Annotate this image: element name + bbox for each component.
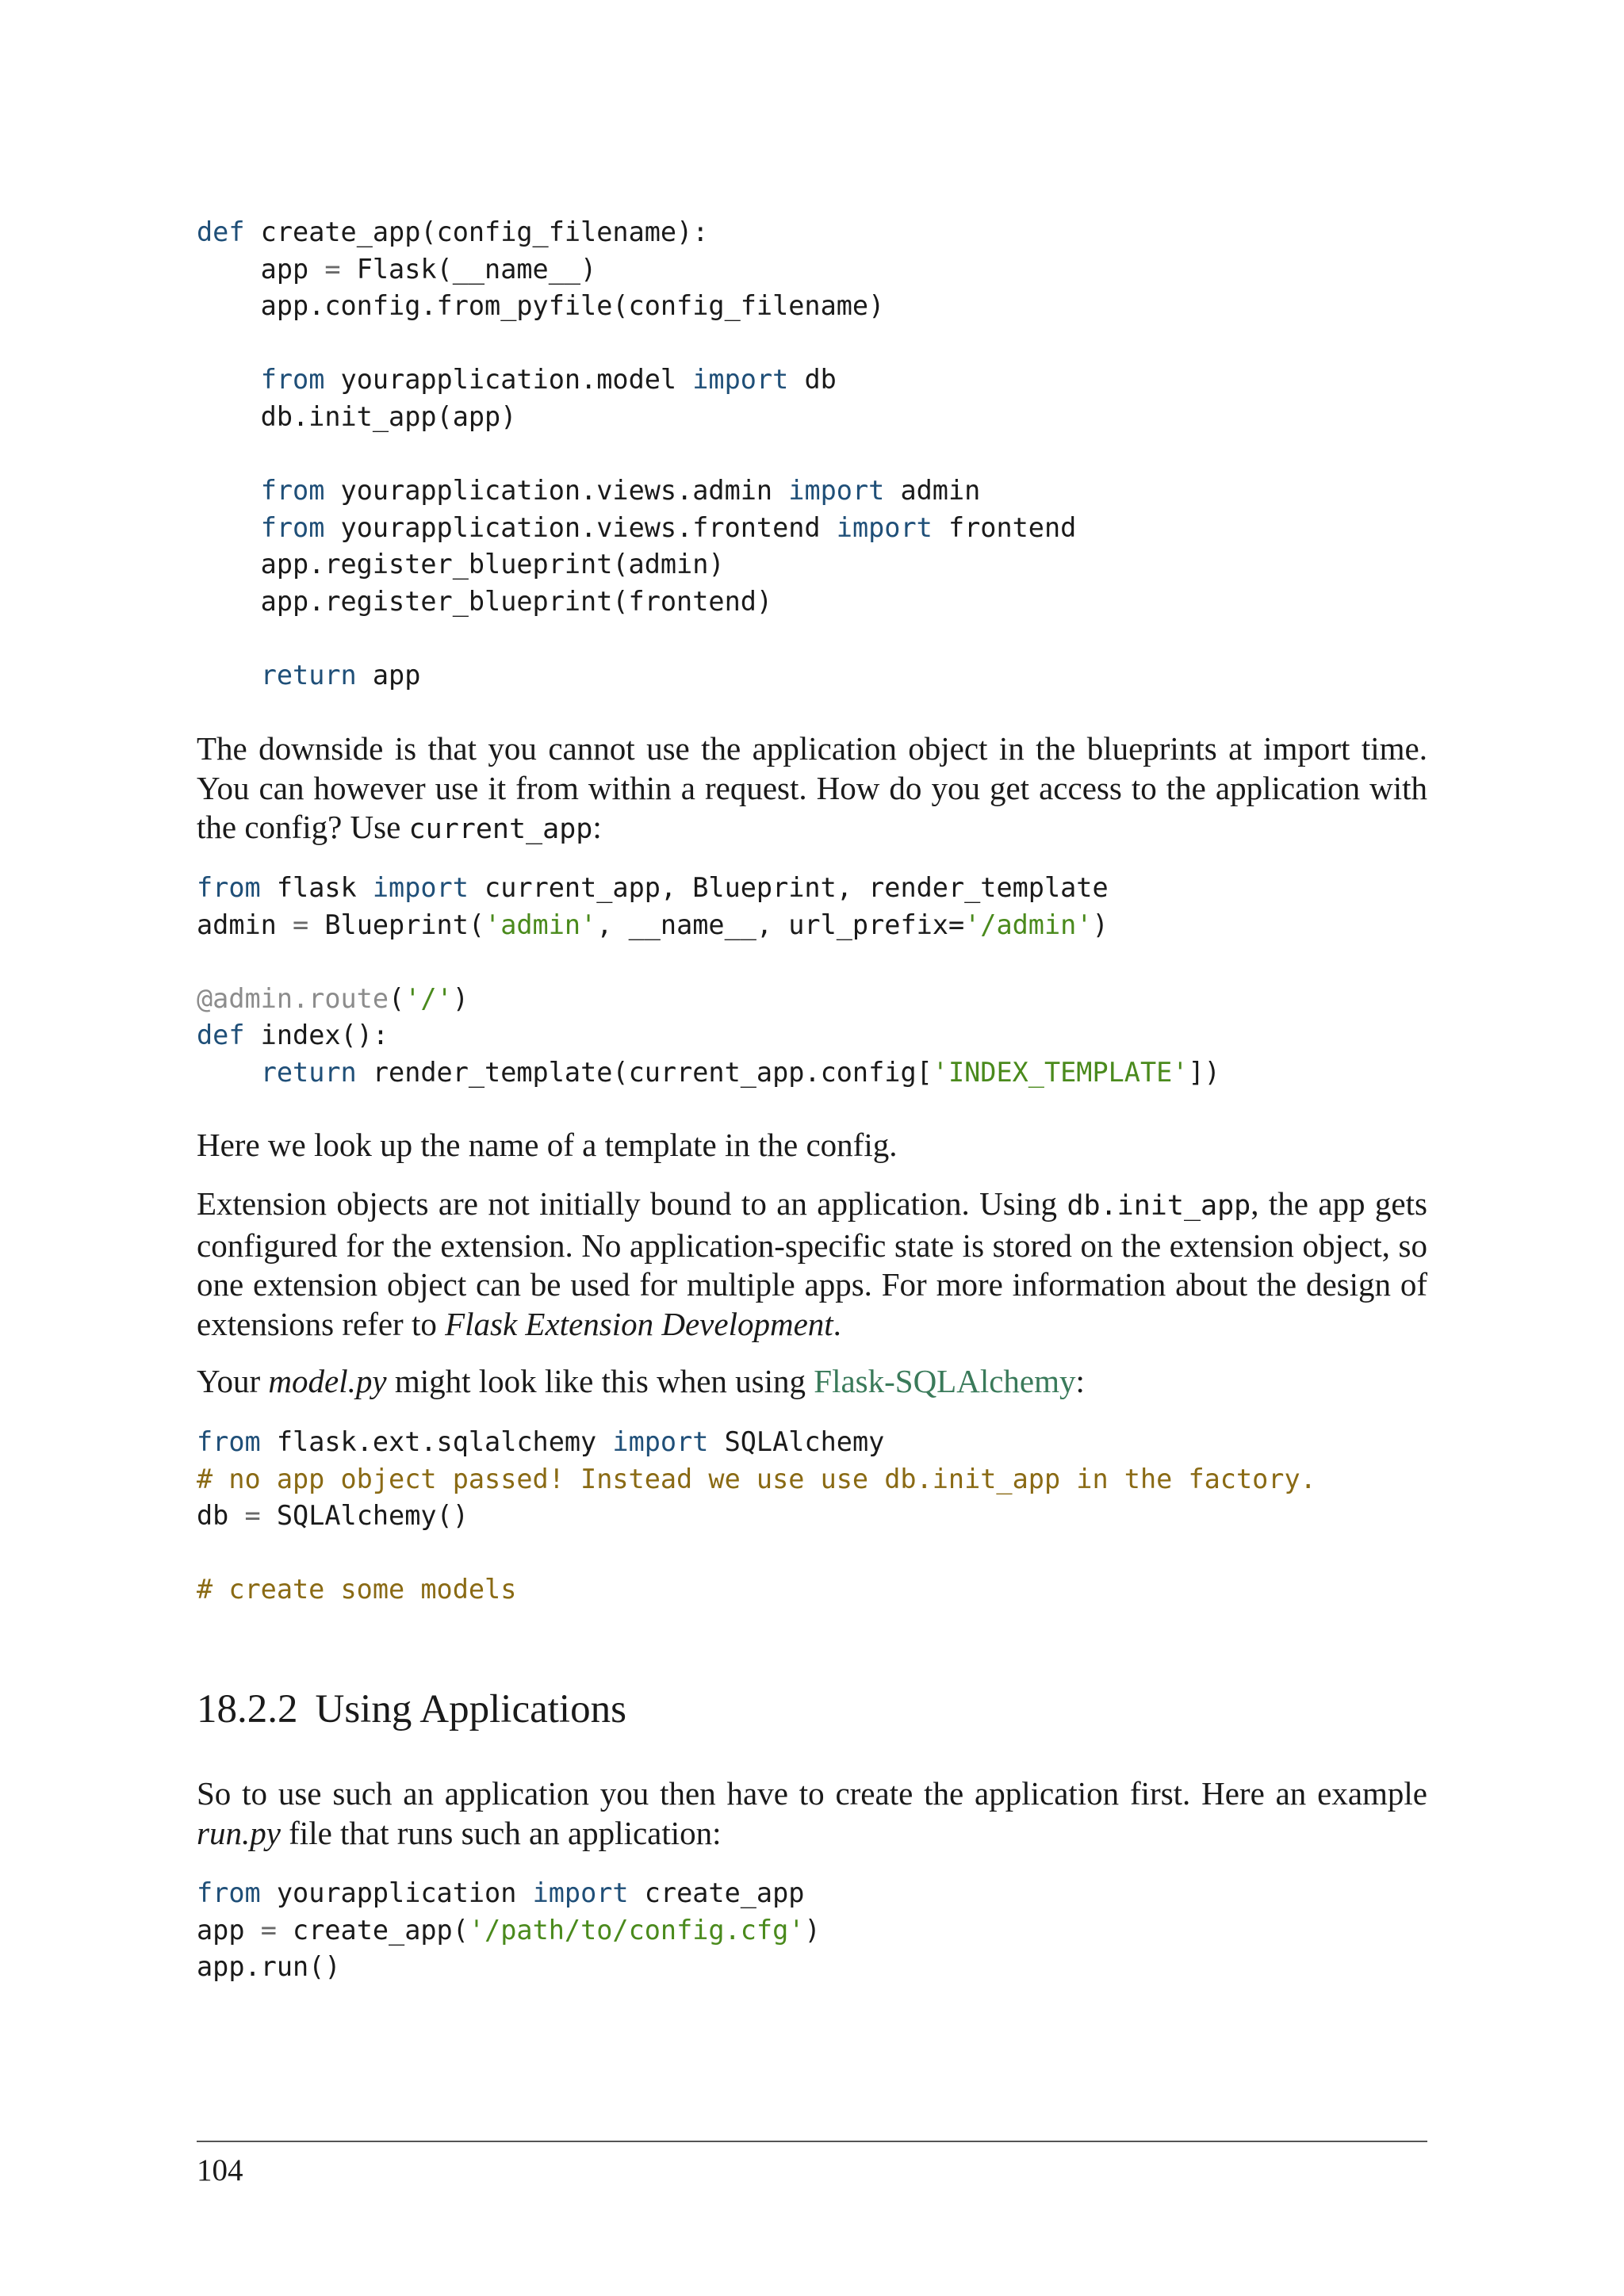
link-flask-sqlalchemy[interactable]: Flask-SQLAlchemy (814, 1363, 1076, 1399)
code-token: app.register_blueprint(admin) (197, 549, 725, 580)
emphasis: Flask Extension Development (445, 1305, 833, 1342)
code-token-kw: from (260, 364, 325, 396)
code-block-sqlalchemy (197, 1424, 1316, 1609)
code-token-str: '/path/to/config.cfg' (468, 1914, 805, 1946)
paragraph-using-applications (197, 1774, 1427, 1853)
page-number: 104 (197, 2153, 243, 2187)
code-token-kw: import (372, 872, 469, 903)
section-heading (197, 1686, 626, 1733)
code-token: create_app (628, 1877, 805, 1908)
code-token: ) (452, 982, 469, 1014)
code-token-kw: from (197, 1426, 261, 1457)
code-token-kw: import (788, 475, 885, 507)
code-token-str: 'admin' (485, 909, 597, 940)
code-line (197, 1877, 804, 1908)
code-token: SQLAlchemy() (260, 1500, 469, 1532)
code-token: app.config.from_pyfile(config_filename) (197, 290, 885, 322)
code-token-op: = (244, 1500, 261, 1532)
code-token-op: = (324, 253, 341, 285)
text-run: might look like this when using (386, 1363, 814, 1399)
code-line (197, 512, 1076, 543)
code-token-kw: return (260, 660, 357, 691)
emphasis: run.py (197, 1814, 281, 1851)
text-run: So to use such an application you then have to create the application first. Here an example (197, 1775, 1427, 1812)
code-token: yourapplication.model (324, 364, 693, 396)
code-line (197, 872, 1109, 903)
code-token-kw: return (260, 1056, 357, 1088)
code-token: app (197, 253, 325, 285)
code-token-kw: import (612, 1426, 709, 1457)
code-block-blueprint (197, 870, 1220, 1092)
paragraph-model-py (197, 1362, 1427, 1402)
code-token: Blueprint( (308, 909, 485, 940)
text-run: . (833, 1305, 841, 1342)
code-line (197, 983, 469, 1014)
code-line (197, 660, 420, 691)
code-token: flask (260, 872, 373, 903)
code-token: yourapplication.views.admin (324, 475, 789, 507)
paragraph-extension-objects (197, 1184, 1427, 1344)
code-line (197, 909, 1109, 940)
code-token: render_template(current_app.config[ (356, 1056, 933, 1088)
code-token-str: 'INDEX_TEMPLATE' (932, 1056, 1189, 1088)
code-token-kw: import (836, 511, 933, 543)
code-token: db (197, 1500, 245, 1532)
code-token-str: '/' (404, 982, 453, 1014)
code-token-kw: from (260, 511, 325, 543)
code-token: app.register_blueprint(frontend) (197, 585, 773, 617)
code-token-cm: # create some models (197, 1574, 517, 1605)
code-token-kw: import (692, 364, 789, 396)
code-line (197, 475, 980, 506)
code-token: app (197, 1914, 261, 1946)
code-line (197, 1915, 821, 1946)
text-run: : (1075, 1363, 1085, 1399)
code-token-kw: from (260, 475, 325, 507)
code-token: yourapplication (260, 1877, 533, 1908)
code-token-kw: def (197, 1020, 245, 1051)
code-token-op: = (260, 1914, 277, 1946)
code-block-run-py (197, 1875, 821, 1986)
section-title: Using Applications (315, 1687, 626, 1732)
code-line (197, 254, 596, 285)
code-token-op: = (293, 909, 309, 940)
code-token-kw: import (532, 1877, 629, 1908)
code-line (197, 364, 837, 395)
paragraph-downside (197, 729, 1427, 850)
code-token: ]) (1188, 1056, 1220, 1088)
code-token: ( (389, 982, 405, 1014)
code-token: index(): (244, 1020, 389, 1051)
code-token (197, 660, 261, 691)
code-line (197, 1426, 884, 1457)
code-line (197, 1464, 1316, 1494)
text-run: file that runs such an application: (280, 1814, 722, 1851)
code-block-create-app (197, 214, 1076, 695)
code-token: SQLAlchemy (708, 1426, 885, 1457)
code-line (197, 1574, 516, 1605)
footer-rule (197, 2141, 1427, 2142)
code-token: admin (884, 475, 981, 507)
code-token: , __name__, url_prefix= (596, 909, 965, 940)
code-token: ) (804, 1914, 821, 1946)
code-line (197, 401, 516, 432)
text-run: , the app gets configured for the extension. No application-specific state is stored on the extension object, so one extension object can be used for multiple apps. For more information about the design of extensions refer to (197, 1185, 1427, 1342)
code-token: db.init_app(app) (197, 400, 517, 432)
paragraph-template-lookup: Here we look up the name of a template in the config. (197, 1127, 898, 1163)
code-line (197, 216, 708, 247)
code-line (197, 1057, 1220, 1088)
code-token: app.run() (197, 1951, 341, 1983)
code-token-kw: from (197, 1877, 261, 1908)
text-run: Extension objects are not initially bound to an application. Using (197, 1185, 1067, 1222)
code-token: yourapplication.views.frontend (324, 511, 837, 543)
code-line (197, 1500, 469, 1531)
code-line (197, 290, 884, 321)
code-token-str: '/admin' (964, 909, 1093, 940)
text-run: : (592, 809, 602, 845)
code-token: frontend (932, 511, 1077, 543)
code-token-cm: # no app object passed! Instead we use use db.init_app in the factory. (197, 1463, 1316, 1494)
inline-code: db.init_app (1067, 1190, 1251, 1222)
code-token: app (356, 660, 421, 691)
code-token: current_app, Blueprint, render_template (468, 872, 1109, 903)
code-line (197, 1020, 389, 1050)
code-token-dec: @admin.route (197, 982, 389, 1014)
code-token (197, 364, 261, 395)
inline-code: current_app (408, 813, 593, 845)
code-line (197, 586, 772, 617)
code-token: db (788, 364, 837, 396)
code-line (197, 549, 725, 580)
code-token: create_app(config_filename): (244, 216, 709, 247)
code-token: ) (1092, 909, 1109, 940)
code-token (197, 475, 261, 506)
code-token (197, 1057, 261, 1088)
document-page (197, 0, 1427, 2296)
emphasis: model.py (268, 1363, 387, 1399)
text-run: The downside is that you cannot use the application object in the blueprints at import time. You can however use it from within a request. How do you get access to the application with the config? Use (197, 730, 1427, 845)
section-number: 18.2.2 (197, 1687, 298, 1732)
code-token-kw: from (197, 872, 261, 903)
code-token (197, 512, 261, 543)
code-token: flask.ext.sqlalchemy (260, 1426, 613, 1457)
code-token: Flask(__name__) (340, 253, 597, 285)
text-run: Your (197, 1363, 269, 1399)
code-token: create_app( (276, 1914, 469, 1946)
code-token: admin (197, 909, 293, 940)
code-token-kw: def (197, 216, 245, 247)
code-line (197, 1951, 341, 1982)
